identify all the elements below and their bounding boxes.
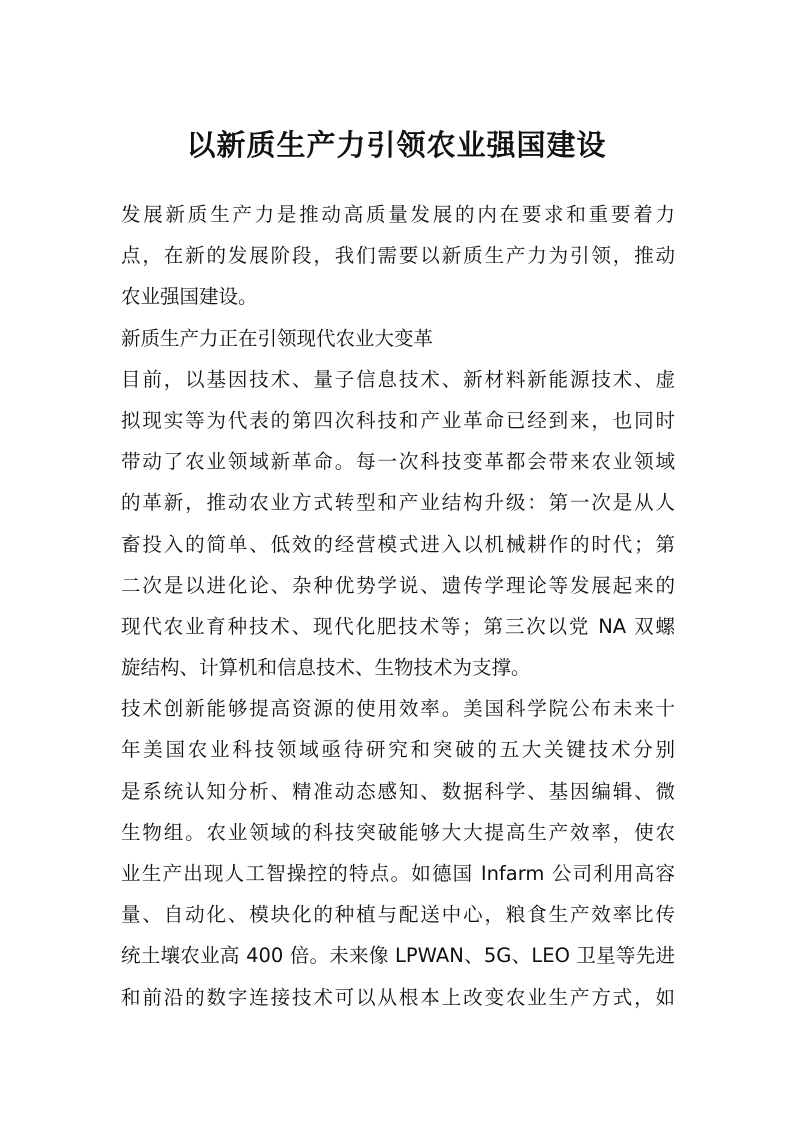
section-heading <box>121 318 675 359</box>
text-line: 量、自动化、模块化的种植与配送中心，粮食生产效率比传 <box>121 903 675 927</box>
text-line: 目前，以基因技术、量子信息技术、新材料新能源技术、虚 <box>121 367 675 391</box>
text-line: 和前沿的数字连接技术可以从根本上改变农业生产方式，如 <box>121 985 675 1009</box>
text-line: 旋结构、计算机和信息技术、生物技术为支撑。 <box>121 656 531 680</box>
text-line: 畜投入的简单、低效的经营模式进入以机械耕作的时代；第 <box>121 532 675 556</box>
document-body <box>121 194 675 1018</box>
paragraph-tech-revolution <box>121 359 675 689</box>
document-title: 以新质生产力引领农业强国建设 <box>186 128 607 162</box>
text-line: 现代农业育种技术、现代化肥技术等；第三次以党 NA 双螺 <box>121 614 675 638</box>
text-line: 是系统认知分析、精准动态感知、数据科学、基因编辑、微 <box>121 779 675 803</box>
text-line: 技术创新能够提高资源的使用效率。美国科学院公布未来十 <box>121 697 675 721</box>
text-line: 拟现实等为代表的第四次科技和产业革命已经到来，也同时 <box>121 408 675 432</box>
paragraph-intro <box>121 194 675 318</box>
text-line: 统土壤农业高 400 倍。未来像 LPWAN、5G、LEO 卫星等先进 <box>121 944 675 968</box>
paragraph-resource-efficiency <box>121 688 675 1018</box>
text-line: 新质生产力正在引领现代农业大变革 <box>121 326 434 350</box>
text-line: 点，在新的发展阶段，我们需要以新质生产力为引领，推动 <box>121 244 675 268</box>
text-line: 生物组。农业领域的科技突破能够大大提高生产效率，使农 <box>121 820 675 844</box>
text-line: 农业强国建设。 <box>121 285 258 309</box>
text-line: 的革新，推动农业方式转型和产业结构升级：第一次是从人 <box>121 491 675 515</box>
text-line: 业生产出现人工智操控的特点。如德国 Infarm 公司利用高容 <box>121 862 675 885</box>
text-line: 年美国农业科技领域亟待研究和突破的五大关键技术分别 <box>121 738 675 762</box>
text-line: 发展新质生产力是推动高质量发展的内在要求和重要着力 <box>121 203 675 226</box>
text-line: 带动了农业领域新革命。每一次科技变革都会带来农业领域 <box>121 450 675 474</box>
text-line: 二次是以进化论、杂种优势学说、遗传学理论等发展起来的 <box>121 573 675 597</box>
